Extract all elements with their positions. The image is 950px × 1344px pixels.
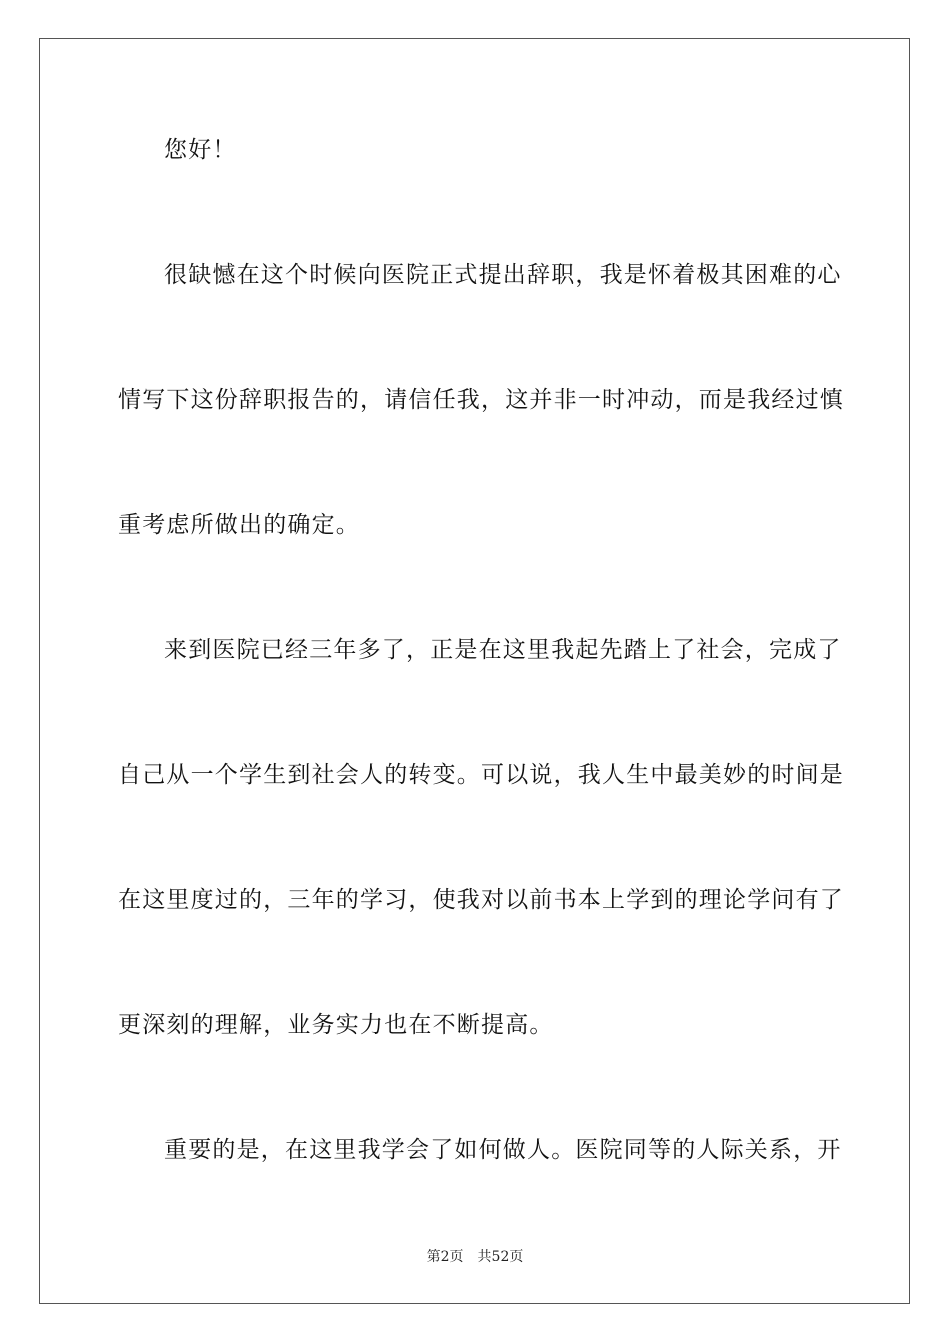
- paragraph-2-line-1: 来到医院已经三年多了，正是在这里我起先踏上了社会，完成了: [164, 637, 842, 663]
- paragraph-1-line-3: 重考虑所做出的确定。: [118, 512, 360, 538]
- total-pages: 共52页: [477, 1249, 524, 1265]
- paragraph-3-line-1: 重要的是，在这里我学会了如何做人。医院同等的人际关系，开: [164, 1137, 842, 1163]
- paragraph-2-line-3: 在这里度过的，三年的学习，使我对以前书本上学到的理论学问有了: [118, 887, 844, 913]
- paragraph-2-line-4: 更深刻的理解，业务实力也在不断提高。: [118, 1012, 554, 1038]
- paragraph-1-line-2: 情写下这份辞职报告的，请信任我，这并非一时冲动，而是我经过慎: [118, 387, 844, 413]
- paragraph-1-line-1: 很缺憾在这个时候向医院正式提出辞职，我是怀着极其困难的心: [164, 262, 842, 288]
- page-footer: [0, 1248, 950, 1266]
- page-number: 第2页: [426, 1249, 464, 1265]
- greeting-line: 您好！: [164, 137, 237, 163]
- page-border: [39, 38, 910, 1304]
- paragraph-2-line-2: 自己从一个学生到社会人的转变。可以说，我人生中最美妙的时间是: [118, 762, 844, 788]
